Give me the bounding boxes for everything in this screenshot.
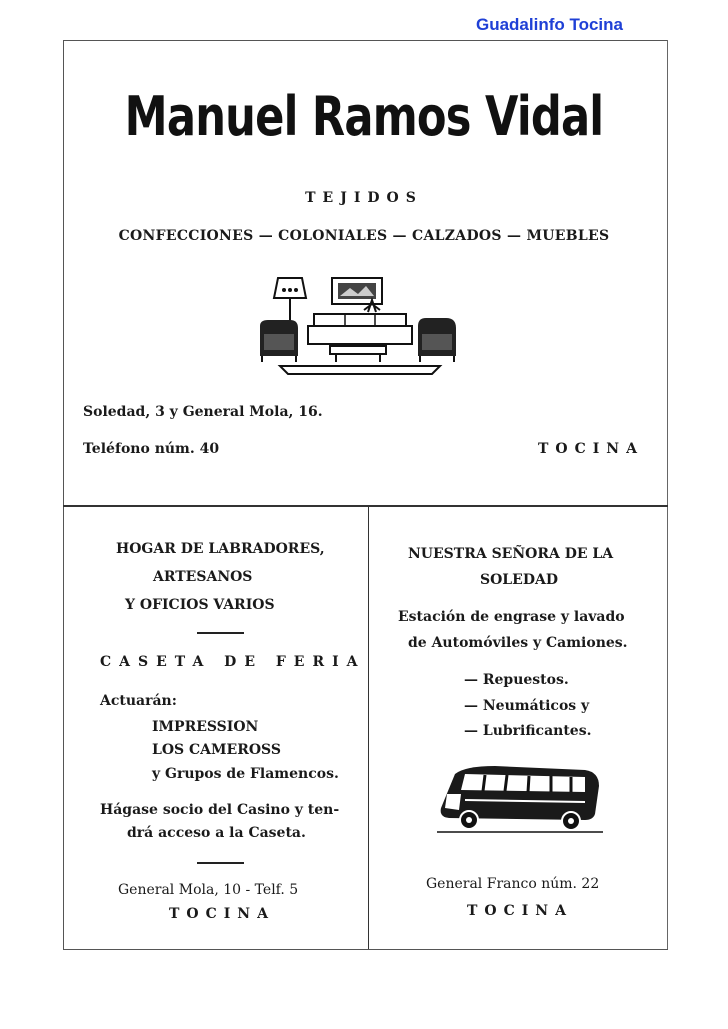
right-item-3: — Lubrificantes.	[464, 723, 592, 739]
right-heading-2: SOLEDAD	[480, 572, 558, 588]
business-phone: Teléfono núm. 40	[83, 441, 220, 457]
left-performer-3: y Grupos de Flamencos.	[152, 766, 339, 782]
watermark: Guadalinfo Tocina	[475, 15, 623, 34]
right-item-2: — Neumáticos y	[464, 698, 590, 714]
business-name: Manuel Ramos Vidal	[124, 85, 604, 148]
business-address: Soledad, 3 y General Mola, 16.	[83, 404, 323, 420]
left-rule-1	[197, 632, 244, 634]
right-service-line-2: de Automóviles y Camiones.	[408, 635, 628, 651]
frame-border-right	[667, 40, 668, 950]
right-address: General Franco núm. 22	[426, 876, 600, 892]
business-town: TOCINA	[538, 441, 644, 457]
left-heading-1: HOGAR DE LABRADORES,	[116, 541, 325, 557]
left-performer-2: LOS CAMEROSS	[152, 742, 281, 758]
frame-border-left	[63, 40, 64, 950]
left-note-line-2: drá acceso a la Caseta.	[127, 825, 306, 841]
right-heading-1: NUESTRA SEÑORA DE LA	[408, 546, 614, 562]
left-note-line-1: Hágase socio del Casino y ten-	[100, 802, 340, 818]
bus-illustration	[435, 760, 605, 835]
left-heading-2: ARTESANOS	[153, 569, 253, 585]
right-town: TOCINA	[467, 903, 573, 919]
left-address: General Mola, 10 - Telf. 5	[118, 882, 299, 898]
left-performers-label: Actuarán:	[100, 693, 177, 709]
frame-border-top	[63, 40, 668, 41]
left-heading-3: Y OFICIOS VARIOS	[125, 597, 275, 613]
right-service-line-1: Estación de engrase y lavado	[398, 609, 625, 625]
left-performer-1: IMPRESSION	[152, 719, 259, 735]
business-categories: CONFECCIONES — COLONIALES — CALZADOS — MUEBLES	[118, 228, 610, 244]
left-event-title: CASETA DE FERIA	[100, 654, 366, 670]
section-divider-horizontal	[63, 505, 668, 507]
business-subtitle: TEJIDOS	[305, 190, 423, 206]
left-town: TOCINA	[169, 906, 275, 922]
section-divider-vertical	[368, 506, 369, 949]
frame-border-bottom	[63, 949, 668, 950]
left-rule-2	[197, 862, 244, 864]
living-room-furniture-illustration	[250, 270, 470, 380]
right-item-1: — Repuestos.	[464, 672, 569, 688]
